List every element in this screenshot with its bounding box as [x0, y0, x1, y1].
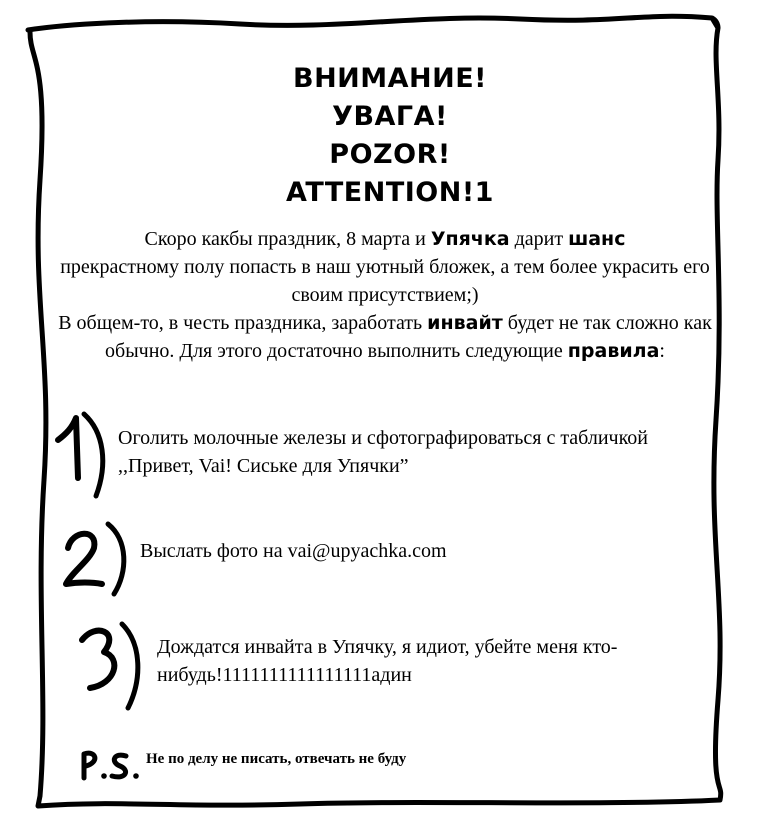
intro-p1-start: Скоро какбы праздник, 8 марта и [144, 228, 431, 250]
intro-chance: шанс [568, 228, 626, 250]
ps-label-icon [78, 748, 142, 784]
intro-rules-word: правила [567, 340, 660, 362]
intro-text [55, 225, 715, 365]
rule-3-text: Дождатся инвайта в Упячку, я идиот, убейте меня кто-нибудь!1111111111111111адин [157, 636, 618, 686]
headline-czech: POZOR! [329, 139, 451, 170]
intro-p1-end: прекрастному полу попасть в наш уютный бложек, а тем более украсить его своим присутствием;) [60, 256, 710, 306]
intro-p2-mid: будет не так сложно как обычно. Для этого достаточно выполнить следующие [105, 312, 712, 362]
intro-p1-mid: дарит [509, 228, 569, 250]
headline-russian: ВНИМАНИЕ! [293, 63, 487, 94]
rule-2-text: Выслать фото на vai@upyachka.com [140, 540, 447, 562]
intro-p2-start: В общем-то, в честь праздника, заработать [58, 312, 428, 334]
headline [180, 60, 600, 212]
headline-english: ATTENTION!1 [286, 177, 494, 208]
rule-1-text: Оголить молочные железы и сфотографироваться с табличкой ,,Привет, Vai! Сиськe для Упячки” [118, 427, 649, 477]
intro-p2-end: : [659, 340, 665, 362]
rule-number-3-icon [72, 618, 152, 713]
ps-text: Не по делу не писать, отвечать не буду [146, 751, 407, 767]
rule-number-1-icon [52, 408, 112, 503]
headline-ukrainian: УВАГА! [332, 101, 448, 132]
intro-invite: инвайт [427, 312, 503, 334]
intro-brand: Упячка [430, 228, 510, 250]
rule-number-2-icon [58, 520, 133, 600]
